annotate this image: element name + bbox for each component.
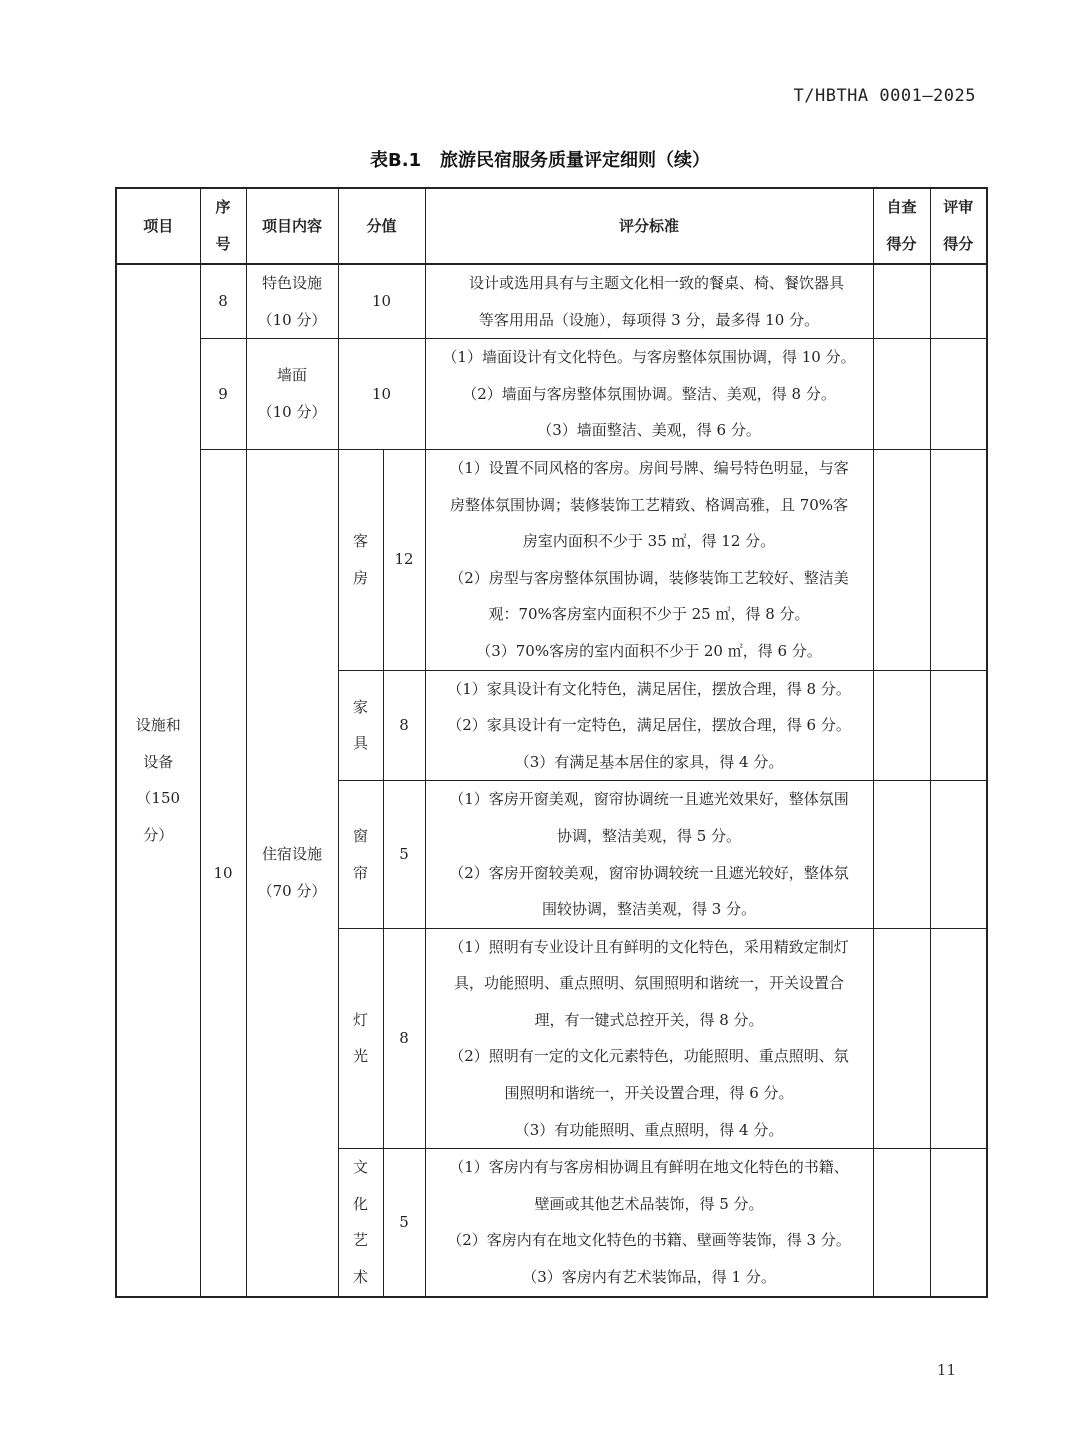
header-item: 项目 xyxy=(116,188,200,264)
self-score-cell[interactable] xyxy=(873,449,930,670)
subitem-score: 5 xyxy=(383,781,425,928)
subitem-score: 8 xyxy=(383,928,425,1149)
header-review-score: 评审得分 xyxy=(930,188,987,264)
subitem-name: 窗帘 xyxy=(338,781,383,928)
table-title-prefix: 表B.1 xyxy=(370,150,422,171)
subitem-score: 8 xyxy=(383,670,425,781)
review-score-cell[interactable] xyxy=(930,670,987,781)
subitem-name: 灯光 xyxy=(338,928,383,1149)
evaluation-table xyxy=(115,187,988,1298)
header-score: 分值 xyxy=(338,188,425,264)
review-score-cell[interactable] xyxy=(930,339,987,450)
subitem-name: 文化艺术 xyxy=(338,1149,383,1297)
criteria-guest-room: （1）设置不同风格的客房。房间号牌、编号特色明显，与客 房整体氛围协调；装修装饰工艺精致、格调高雅，且 70%客 房室内面积不少于 35 ㎡，得 12 分。 （2）房型与客房整体氛围协调，装修装饰工艺较好、整洁美 观：70%客房室内面积不少于 25 ㎡，得 8 分。 （3）70%客房的室内面积不少于 20 ㎡，得 6 分。 xyxy=(425,449,873,670)
self-score-cell[interactable] xyxy=(873,339,930,450)
seq-9: 9 xyxy=(200,339,246,450)
table-title xyxy=(0,146,1080,172)
table-row-8 xyxy=(116,264,987,339)
criteria-lighting: （1）照明有专业设计且有鲜明的文化特色，采用精致定制灯 具，功能照明、重点照明、氛围照明和谐统一，开关设置合 理，有一键式总控开关，得 8 分。 （2）照明有一定的文化元素特色，功能照明、重点照明、氛 围照明和谐统一，开关设置合理，得 6 分。 （3）有功能照明、重点照明，得 4 分。 xyxy=(425,928,873,1149)
content-9: 墙面 （10 分） xyxy=(246,339,338,450)
self-score-cell[interactable] xyxy=(873,781,930,928)
self-score-cell[interactable] xyxy=(873,670,930,781)
review-score-cell[interactable] xyxy=(930,264,987,339)
table-row-9 xyxy=(116,339,987,450)
page-number: 11 xyxy=(936,1361,956,1379)
seq-10: 10 xyxy=(200,449,246,1296)
self-score-cell[interactable] xyxy=(873,264,930,339)
seq-8: 8 xyxy=(200,264,246,339)
header-criteria: 评分标准 xyxy=(425,188,873,264)
self-score-cell[interactable] xyxy=(873,928,930,1149)
header-content: 项目内容 xyxy=(246,188,338,264)
header-self-score: 自查得分 xyxy=(873,188,930,264)
score-9: 10 xyxy=(338,339,425,450)
category-cell: 设施和 设备 （150 分） xyxy=(116,264,200,1297)
review-score-cell[interactable] xyxy=(930,449,987,670)
content-10: 住宿设施 （70 分） xyxy=(246,449,338,1296)
score-8: 10 xyxy=(338,264,425,339)
header-row xyxy=(116,188,987,264)
criteria-9: （1）墙面设计有文化特色。与客房整体氛围协调，得 10 分。 （2）墙面与客房整体氛围协调。整洁、美观，得 8 分。 （3）墙面整洁、美观，得 6 分。 xyxy=(425,339,873,450)
subitem-score: 5 xyxy=(383,1149,425,1297)
review-score-cell[interactable] xyxy=(930,928,987,1149)
review-score-cell[interactable] xyxy=(930,1149,987,1297)
criteria-curtain: （1）客房开窗美观，窗帘协调统一且遮光效果好，整体氛围 协调，整洁美观，得 5 分。 （2）客房开窗较美观，窗帘协调较统一且遮光较好，整体氛 围较协调，整洁美观，得 3 分。 xyxy=(425,781,873,928)
table-row-10-guest-room xyxy=(116,449,987,670)
self-score-cell[interactable] xyxy=(873,1149,930,1297)
content-8: 特色设施 （10 分） xyxy=(246,264,338,339)
subitem-name: 客房 xyxy=(338,449,383,670)
criteria-8: 设计或选用具有与主题文化相一致的餐桌、椅、餐饮器具 等客用用品（设施），每项得 3 分，最多得 10 分。 xyxy=(425,264,873,339)
header-seq: 序号 xyxy=(200,188,246,264)
subitem-name: 家具 xyxy=(338,670,383,781)
review-score-cell[interactable] xyxy=(930,781,987,928)
table-title-text: 旅游民宿服务质量评定细则（续） xyxy=(439,150,710,171)
subitem-score: 12 xyxy=(383,449,425,670)
table-title-gap xyxy=(421,150,440,171)
criteria-culture-art: （1）客房内有与客房相协调且有鲜明在地文化特色的书籍、 壁画或其他艺术品装饰，得 5 分。 （2）客房内有在地文化特色的书籍、壁画等装饰，得 3 分。 （3）客房内有艺术装饰品，得 1 分。 xyxy=(425,1149,873,1297)
criteria-furniture: （1）家具设计有文化特色，满足居住，摆放合理，得 8 分。 （2）家具设计有一定特色，满足居住，摆放合理，得 6 分。 （3）有满足基本居住的家具，得 4 分。 xyxy=(425,670,873,781)
document-code: T/HBTHA 0001—2025 xyxy=(793,86,976,106)
